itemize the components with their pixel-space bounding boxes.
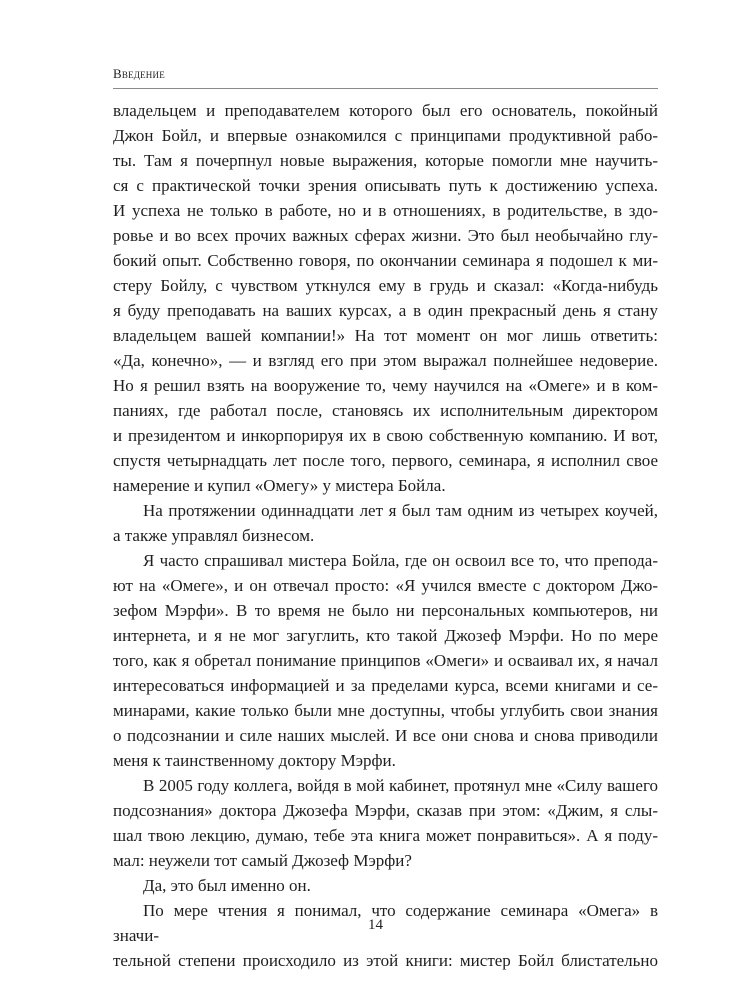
- text-line: паниях, где работал после, становясь их исполнительным директором: [113, 401, 658, 420]
- paragraph: [113, 898, 658, 973]
- paragraph: [113, 873, 658, 898]
- text-line: намерение и купил «Омегу» у мистера Бойла.: [113, 476, 446, 495]
- text-line: владельцем вашей компании!» На тот момент он мог лишь ответить:: [113, 326, 658, 345]
- body-text: [113, 98, 658, 973]
- text-line: мал: неужели тот самый Джозеф Мэрфи?: [113, 851, 412, 870]
- text-line: владельцем и преподавателем которого был его основатель, покойный: [113, 101, 658, 120]
- paragraph: [113, 548, 658, 773]
- paragraph: [113, 98, 658, 498]
- text-line: бокий опыт. Собственно говоря, по окончании семинара я подошел к ми-: [113, 251, 658, 270]
- text-line: и президентом и инкорпорируя их в свою собственную компанию. И вот,: [113, 426, 658, 445]
- page-number: 14: [368, 917, 383, 933]
- running-header: [113, 66, 658, 89]
- text-line: я буду преподавать на ваших курсах, а в один прекрасный день я стану: [113, 301, 658, 320]
- text-line: И успеха не только в работе, но и в отношениях, в родительстве, в здо-: [113, 201, 658, 220]
- text-line: «Да, конечно», — и взгляд его при этом выражал полнейшее недоверие.: [113, 351, 658, 370]
- text-line: ты. Там я почерпнул новые выражения, которые помогли мне научить-: [113, 151, 658, 170]
- text-line: Но я решил взять на вооружение то, чему научился на «Омеге» и в ком-: [113, 376, 658, 395]
- text-line: спустя четырнадцать лет после того, первого, семинара, я исполнил свое: [113, 451, 658, 470]
- text-line: тельной степени происходило из этой книги: мистер Бойл блистательно: [113, 951, 658, 970]
- text-line: интересоваться информацией и за пределами курса, всеми книгами и се-: [113, 676, 658, 695]
- text-line: Да, это был именно он.: [143, 876, 311, 895]
- text-line: По мере чтения я понимал, что содержание семинара «Омега» в значи-: [113, 901, 658, 945]
- text-line: меня к таинственному доктору Мэрфи.: [113, 751, 396, 770]
- paragraph: [113, 498, 658, 548]
- text-line: ют на «Омеге», и он отвечал просто: «Я учился вместе с доктором Джо-: [113, 576, 658, 595]
- text-line: Джон Бойл, и впервые ознакомился с принципами продуктивной рабо-: [113, 126, 658, 145]
- text-line: минарами, какие только были мне доступны, чтобы углубить свои знания: [113, 701, 658, 720]
- running-title: Введение: [113, 66, 165, 81]
- text-line: интернета, и я не мог загуглить, кто такой Джозеф Мэрфи. Но по мере: [113, 626, 658, 645]
- text-line: того, как я обретал понимание принципов «Омеги» и осваивал их, я начал: [113, 651, 658, 670]
- text-line: ся с практической точки зрения описывать путь к достижению успеха.: [113, 176, 658, 195]
- text-line: В 2005 году коллега, войдя в мой кабинет, протянул мне «Силу вашего: [143, 776, 658, 795]
- text-line: шал твою лекцию, думаю, тебе эта книга может понравиться». А я поду-: [113, 826, 658, 845]
- text-line: Я часто спрашивал мистера Бойла, где он освоил все то, что препода-: [143, 551, 658, 570]
- text-line: подсознания» доктора Джозефа Мэрфи, сказав при этом: «Джим, я слы-: [113, 801, 658, 820]
- text-line: а также управлял бизнесом.: [113, 526, 315, 545]
- text-line: стеру Бойлу, с чувством уткнулся ему в грудь и сказал: «Когда-нибудь: [113, 276, 658, 295]
- text-line: зефом Мэрфи». В то время не было ни персональных компьютеров, ни: [113, 601, 658, 620]
- text-line: На протяжении одиннадцати лет я был там одним из четырех коучей,: [143, 501, 658, 520]
- text-line: ровье и во всех прочих важных сферах жизни. Это был необычайно глу-: [113, 226, 658, 245]
- paragraph: [113, 773, 658, 873]
- text-line: о подсознании и силе наших мыслей. И все они снова и снова приводили: [113, 726, 658, 745]
